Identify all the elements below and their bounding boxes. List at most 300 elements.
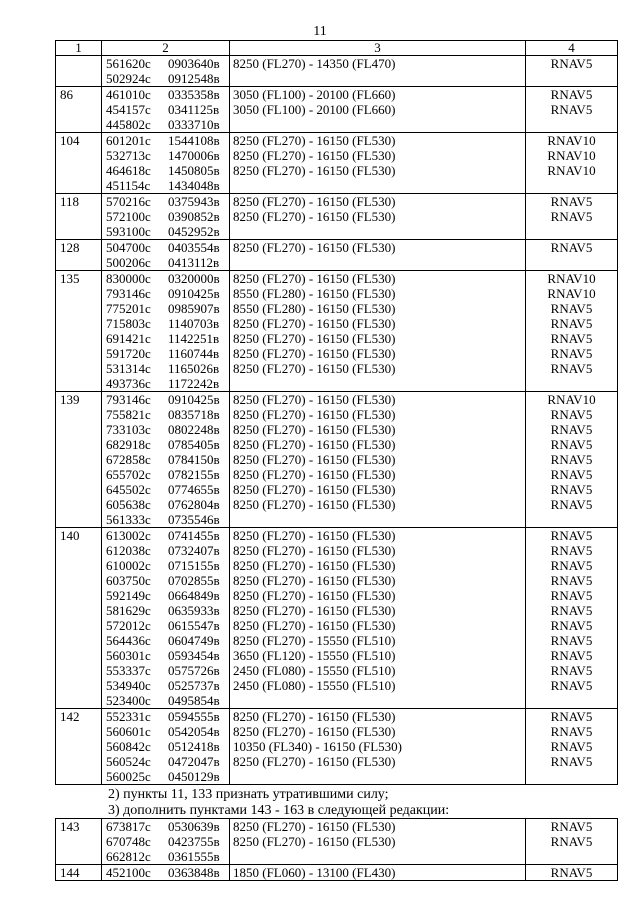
- latitude: 560301с: [106, 648, 151, 663]
- navigation-spec: RNAV5: [550, 588, 593, 603]
- longitude: 0735546в: [168, 512, 220, 527]
- longitude: 0320000в: [168, 271, 220, 286]
- latitude: 670748с: [106, 834, 151, 849]
- altitude-cell: [230, 194, 526, 240]
- latitude: 534940с: [106, 678, 151, 693]
- coordinate-line: [102, 543, 229, 558]
- altitude-range: 8250 (FL270) - 16150 (FL530): [233, 209, 396, 224]
- longitude: 0741455в: [168, 528, 220, 543]
- altitude-range: 8250 (FL270) - 16150 (FL530): [233, 148, 396, 163]
- navigation-spec: RNAV10: [547, 133, 596, 148]
- route-number-cell: [56, 528, 102, 709]
- navigation-spec: RNAV5: [550, 528, 593, 543]
- navspec-cell: [526, 56, 618, 87]
- latitude: 504700с: [106, 240, 151, 255]
- navigation-spec: [526, 71, 617, 86]
- altitude-range: 8250 (FL270) - 16150 (FL530): [233, 271, 396, 286]
- longitude: 0604749в: [168, 633, 220, 648]
- navigation-spec: RNAV5: [550, 724, 593, 739]
- coordinates-cell: [102, 240, 230, 271]
- latitude: 655702с: [106, 467, 151, 482]
- navspec-cell: [526, 133, 618, 194]
- altitude-cell: [230, 133, 526, 194]
- coordinate-line: [102, 709, 229, 724]
- longitude: 1142251в: [168, 331, 220, 346]
- altitude-cell: [230, 271, 526, 392]
- altitude-range: 8250 (FL270) - 16150 (FL530): [233, 618, 396, 633]
- latitude: 715803с: [106, 316, 151, 331]
- navigation-spec: RNAV10: [547, 271, 596, 286]
- longitude: 0512418в: [168, 739, 220, 754]
- longitude: 1470006в: [168, 148, 220, 163]
- navspec-cell: [526, 87, 618, 133]
- navigation-spec: RNAV5: [550, 87, 593, 102]
- route-group-row: [56, 865, 618, 881]
- altitude-range: 8250 (FL270) - 16150 (FL530): [233, 392, 396, 407]
- longitude: 0732407в: [168, 543, 220, 558]
- altitude-range: 8250 (FL270) - 16150 (FL530): [233, 754, 396, 769]
- altitude-range: 8250 (FL270) - 16150 (FL530): [233, 407, 396, 422]
- coordinate-line: [102, 271, 229, 286]
- latitude: 691421с: [106, 331, 151, 346]
- navigation-spec: RNAV5: [550, 437, 593, 452]
- coordinate-line: [102, 558, 229, 573]
- route-group-row: [56, 392, 618, 528]
- altitude-range: 10350 (FL340) - 16150 (FL530): [233, 739, 402, 754]
- latitude: 572100с: [106, 209, 151, 224]
- route-number-cell: [56, 819, 102, 865]
- latitude: 502924с: [106, 71, 151, 86]
- latitude: 553337с: [106, 663, 151, 678]
- altitude-range: 8250 (FL270) - 16150 (FL530): [233, 452, 396, 467]
- altitude-range: 8250 (FL270) - 16150 (FL530): [233, 240, 396, 255]
- route-number: 86: [60, 87, 73, 102]
- longitude: 1434048в: [168, 178, 220, 193]
- longitude: 0333710в: [168, 117, 220, 132]
- altitude-range: 2450 (FL080) - 15550 (FL510): [233, 678, 396, 693]
- navigation-spec: RNAV10: [547, 286, 596, 301]
- latitude: 601201с: [106, 133, 151, 148]
- route-number: 135: [60, 271, 80, 286]
- longitude: 0762804в: [168, 497, 220, 512]
- longitude: 0452952в: [168, 224, 220, 239]
- navigation-spec: RNAV5: [550, 663, 593, 678]
- latitude: 581629с: [106, 603, 151, 618]
- navspec-cell: [526, 709, 618, 785]
- coordinate-line: [102, 178, 229, 193]
- altitude-range: 8250 (FL270) - 16150 (FL530): [233, 482, 396, 497]
- coordinate-line: [102, 865, 229, 880]
- latitude: 645502с: [106, 482, 151, 497]
- route-number-cell: [56, 709, 102, 785]
- altitude-range: 8250 (FL270) - 16150 (FL530): [233, 588, 396, 603]
- longitude: 0835718в: [168, 407, 220, 422]
- paragraph-addition: 3) дополнить пунктами 143 - 163 в следующей редакции:: [108, 803, 450, 818]
- coordinate-line: [102, 497, 229, 512]
- navigation-spec: [526, 849, 617, 864]
- altitude-range: 8250 (FL270) - 16150 (FL530): [233, 603, 396, 618]
- coordinate-line: [102, 452, 229, 467]
- coordinate-line: [102, 693, 229, 708]
- latitude: 613002с: [106, 528, 151, 543]
- latitude: 464618с: [106, 163, 151, 178]
- navigation-spec: RNAV5: [550, 678, 593, 693]
- route-number-cell: [56, 865, 102, 881]
- header-cell: 2: [102, 41, 230, 56]
- longitude: 0802248в: [168, 422, 220, 437]
- altitude-range: 8250 (FL270) - 16150 (FL530): [233, 543, 396, 558]
- route-group-row: [56, 819, 618, 865]
- navigation-spec: RNAV5: [550, 407, 593, 422]
- latitude: 564436с: [106, 633, 151, 648]
- route-group-row: [56, 271, 618, 392]
- navigation-spec: RNAV5: [550, 618, 593, 633]
- route-number: 143: [60, 819, 80, 834]
- route-number: 104: [60, 133, 80, 148]
- altitude-range: 8250 (FL270) - 16150 (FL530): [233, 573, 396, 588]
- coordinate-line: [102, 376, 229, 391]
- longitude: 1172242в: [168, 376, 220, 391]
- latitude: 461010с: [106, 87, 151, 102]
- altitude-cell: [230, 87, 526, 133]
- route-number-cell: [56, 194, 102, 240]
- altitude-range: 8550 (FL280) - 16150 (FL530): [233, 286, 396, 301]
- longitude: 1160744в: [168, 346, 220, 361]
- coordinate-line: [102, 512, 229, 527]
- navigation-spec: [526, 224, 617, 239]
- longitude: 0785405в: [168, 437, 220, 452]
- longitude: 0910425в: [168, 392, 220, 407]
- coordinate-line: [102, 255, 229, 270]
- longitude: 0702855в: [168, 573, 220, 588]
- coordinate-line: [102, 71, 229, 86]
- altitude-range: [230, 178, 525, 193]
- latitude: 793146с: [106, 286, 151, 301]
- coordinate-line: [102, 224, 229, 239]
- route-number: [56, 56, 101, 71]
- latitude: 593100с: [106, 224, 151, 239]
- latitude: 452100с: [106, 865, 151, 880]
- navigation-spec: RNAV5: [550, 346, 593, 361]
- longitude: 0530639в: [168, 819, 220, 834]
- navigation-spec: [526, 117, 617, 132]
- coordinate-line: [102, 834, 229, 849]
- latitude: 830000с: [106, 271, 151, 286]
- latitude: 603750с: [106, 573, 151, 588]
- navigation-spec: [526, 693, 617, 708]
- navigation-spec: RNAV10: [547, 148, 596, 163]
- navigation-spec: [526, 512, 617, 527]
- navigation-spec: RNAV10: [547, 392, 596, 407]
- coordinate-line: [102, 849, 229, 864]
- navspec-cell: [526, 528, 618, 709]
- longitude: 0375943в: [168, 194, 220, 209]
- altitude-range: 8550 (FL280) - 16150 (FL530): [233, 301, 396, 316]
- altitude-range: 8250 (FL270) - 16150 (FL530): [233, 467, 396, 482]
- route-number: 142: [60, 709, 80, 724]
- latitude: 560842с: [106, 739, 151, 754]
- coordinate-line: [102, 588, 229, 603]
- header-cell: 4: [526, 41, 618, 56]
- altitude-range: 8250 (FL270) - 16150 (FL530): [233, 331, 396, 346]
- coordinates-cell: [102, 819, 230, 865]
- latitude: 755821с: [106, 407, 151, 422]
- latitude: 592149с: [106, 588, 151, 603]
- altitude-range: 8250 (FL270) - 16150 (FL530): [233, 834, 396, 849]
- altitude-range: 8250 (FL270) - 16150 (FL530): [233, 316, 396, 331]
- altitude-range: 8250 (FL270) - 14350 (FL470): [233, 56, 396, 71]
- route-group-row: [56, 528, 618, 709]
- header-cell: 1: [56, 41, 102, 56]
- altitude-range: [230, 376, 525, 391]
- latitude: 561620с: [106, 56, 151, 71]
- altitude-range: [230, 71, 525, 86]
- navspec-cell: [526, 271, 618, 392]
- latitude: 493736с: [106, 376, 151, 391]
- altitude-range: 8250 (FL270) - 16150 (FL530): [233, 194, 396, 209]
- longitude: 0542054в: [168, 724, 220, 739]
- coordinate-line: [102, 361, 229, 376]
- coordinate-line: [102, 482, 229, 497]
- navigation-spec: [526, 255, 617, 270]
- altitude-range: 3050 (FL100) - 20100 (FL660): [233, 87, 396, 102]
- longitude: 0363848в: [168, 865, 220, 880]
- coordinate-line: [102, 573, 229, 588]
- paragraph-repeal: 2) пункты 11, 133 признать утратившими силу;: [108, 787, 389, 802]
- navigation-spec: RNAV10: [547, 163, 596, 178]
- altitude-range: 8250 (FL270) - 16150 (FL530): [233, 819, 396, 834]
- route-group-row: [56, 240, 618, 271]
- coordinate-line: [102, 346, 229, 361]
- navigation-spec: RNAV5: [550, 819, 593, 834]
- navigation-spec: RNAV5: [550, 482, 593, 497]
- altitude-range: 8250 (FL270) - 16150 (FL530): [233, 724, 396, 739]
- altitude-range: 1850 (FL060) - 13100 (FL430): [233, 865, 396, 880]
- longitude: 0472047в: [168, 754, 220, 769]
- latitude: 793146с: [106, 392, 151, 407]
- coordinate-line: [102, 618, 229, 633]
- longitude: 0715155в: [168, 558, 220, 573]
- latitude: 572012с: [106, 618, 151, 633]
- altitude-range: [230, 849, 525, 864]
- altitude-range: [230, 117, 525, 132]
- latitude: 605638с: [106, 497, 151, 512]
- longitude: 0774655в: [168, 482, 220, 497]
- navspec-cell: [526, 819, 618, 865]
- coordinate-line: [102, 56, 229, 71]
- coordinate-line: [102, 209, 229, 224]
- navigation-spec: [526, 376, 617, 391]
- latitude: 560524с: [106, 754, 151, 769]
- navigation-spec: [526, 178, 617, 193]
- longitude: 1140703в: [168, 316, 220, 331]
- longitude: 0341125в: [168, 102, 220, 117]
- altitude-range: 8250 (FL270) - 16150 (FL530): [233, 163, 396, 178]
- navigation-spec: RNAV5: [550, 301, 593, 316]
- longitude: 0664849в: [168, 588, 220, 603]
- longitude: 0593454в: [168, 648, 220, 663]
- coordinate-line: [102, 769, 229, 784]
- longitude: 0985907в: [168, 301, 220, 316]
- altitude-range: 8250 (FL270) - 16150 (FL530): [233, 528, 396, 543]
- route-number-cell: [56, 56, 102, 87]
- coordinate-line: [102, 407, 229, 422]
- latitude: 570216с: [106, 194, 151, 209]
- longitude: 0575726в: [168, 663, 220, 678]
- coordinates-cell: [102, 392, 230, 528]
- navigation-spec: RNAV5: [550, 573, 593, 588]
- longitude: 0361555в: [168, 849, 220, 864]
- longitude: 1450805в: [168, 163, 220, 178]
- header-cell: 3: [230, 41, 526, 56]
- altitude-cell: [230, 865, 526, 881]
- altitude-range: 8250 (FL270) - 16150 (FL530): [233, 558, 396, 573]
- coordinate-line: [102, 437, 229, 452]
- altitude-range: [230, 512, 525, 527]
- navigation-spec: RNAV5: [550, 467, 593, 482]
- route-group-row: [56, 56, 618, 87]
- coordinate-line: [102, 467, 229, 482]
- navspec-cell: [526, 240, 618, 271]
- latitude: 775201с: [106, 301, 151, 316]
- longitude: 0335358в: [168, 87, 220, 102]
- coordinates-cell: [102, 528, 230, 709]
- route-number-cell: [56, 240, 102, 271]
- coordinate-line: [102, 194, 229, 209]
- coordinate-line: [102, 819, 229, 834]
- coordinate-line: [102, 678, 229, 693]
- latitude: 531314с: [106, 361, 151, 376]
- latitude: 610002с: [106, 558, 151, 573]
- navigation-spec: RNAV5: [550, 633, 593, 648]
- coordinate-line: [102, 754, 229, 769]
- route-number: 139: [60, 392, 80, 407]
- latitude: 552331с: [106, 709, 151, 724]
- latitude: 673817с: [106, 819, 151, 834]
- latitude: 682918с: [106, 437, 151, 452]
- navspec-cell: [526, 194, 618, 240]
- navigation-spec: RNAV5: [550, 739, 593, 754]
- navspec-cell: [526, 865, 618, 881]
- longitude: 0525737в: [168, 678, 220, 693]
- longitude: 0910425в: [168, 286, 220, 301]
- route-number: 118: [60, 194, 80, 209]
- route-number: 128: [60, 240, 80, 255]
- altitude-range: 8250 (FL270) - 16150 (FL530): [233, 709, 396, 724]
- route-number: 140: [60, 528, 80, 543]
- navigation-spec: RNAV5: [550, 558, 593, 573]
- coordinate-line: [102, 648, 229, 663]
- navigation-spec: RNAV5: [550, 865, 593, 880]
- altitude-range: 8250 (FL270) - 16150 (FL530): [233, 133, 396, 148]
- altitude-range: 8250 (FL270) - 16150 (FL530): [233, 361, 396, 376]
- coordinate-line: [102, 286, 229, 301]
- longitude: 0615547в: [168, 618, 220, 633]
- coordinate-line: [102, 422, 229, 437]
- altitude-cell: [230, 240, 526, 271]
- routes-table: [55, 40, 618, 785]
- route-number-cell: [56, 271, 102, 392]
- longitude: 0635933в: [168, 603, 220, 618]
- latitude: 532713с: [106, 148, 151, 163]
- altitude-range: 3050 (FL100) - 20100 (FL660): [233, 102, 396, 117]
- latitude: 454157с: [106, 102, 151, 117]
- navigation-spec: RNAV5: [550, 102, 593, 117]
- navigation-spec: RNAV5: [550, 361, 593, 376]
- route-number-cell: [56, 392, 102, 528]
- coordinates-cell: [102, 87, 230, 133]
- navspec-cell: [526, 392, 618, 528]
- altitude-cell: [230, 528, 526, 709]
- latitude: 662812с: [106, 849, 151, 864]
- latitude: 612038с: [106, 543, 151, 558]
- latitude: 560601с: [106, 724, 151, 739]
- coordinate-line: [102, 724, 229, 739]
- route-number: 144: [60, 865, 80, 880]
- longitude: 0413112в: [168, 255, 220, 270]
- route-group-row: [56, 133, 618, 194]
- route-number-cell: [56, 87, 102, 133]
- longitude: 1165026в: [168, 361, 220, 376]
- coordinate-line: [102, 87, 229, 102]
- coordinate-line: [102, 148, 229, 163]
- navigation-spec: RNAV5: [550, 316, 593, 331]
- latitude: 591720с: [106, 346, 151, 361]
- navigation-spec: RNAV5: [550, 497, 593, 512]
- header-row: [56, 41, 618, 56]
- new-routes-table: [55, 818, 618, 881]
- longitude: 1544108в: [168, 133, 220, 148]
- latitude: 445802с: [106, 117, 151, 132]
- altitude-range: 8250 (FL270) - 15550 (FL510): [233, 633, 396, 648]
- latitude: 672858с: [106, 452, 151, 467]
- coordinates-cell: [102, 194, 230, 240]
- altitude-range: 2450 (FL080) - 15550 (FL510): [233, 663, 396, 678]
- altitude-range: [230, 769, 525, 784]
- longitude: 0594555в: [168, 709, 220, 724]
- longitude: 0782155в: [168, 467, 220, 482]
- latitude: 561333с: [106, 512, 151, 527]
- coordinates-cell: [102, 271, 230, 392]
- navigation-spec: RNAV5: [550, 452, 593, 467]
- navigation-spec: RNAV5: [550, 543, 593, 558]
- latitude: 451154с: [106, 178, 151, 193]
- longitude: 0912548в: [168, 71, 220, 86]
- coordinate-line: [102, 133, 229, 148]
- coordinate-line: [102, 163, 229, 178]
- longitude: 0403554в: [168, 240, 220, 255]
- page-number: 11: [313, 24, 327, 39]
- navigation-spec: RNAV5: [550, 754, 593, 769]
- altitude-cell: [230, 819, 526, 865]
- coordinate-line: [102, 240, 229, 255]
- altitude-range: 8250 (FL270) - 16150 (FL530): [233, 437, 396, 452]
- navigation-spec: RNAV5: [550, 194, 593, 209]
- coordinate-line: [102, 117, 229, 132]
- latitude: 523400с: [106, 693, 151, 708]
- altitude-range: 8250 (FL270) - 16150 (FL530): [233, 497, 396, 512]
- coordinate-line: [102, 739, 229, 754]
- longitude: 0495854в: [168, 693, 220, 708]
- coordinate-line: [102, 528, 229, 543]
- altitude-range: [230, 693, 525, 708]
- coordinate-line: [102, 316, 229, 331]
- altitude-range: [230, 255, 525, 270]
- navigation-spec: RNAV5: [550, 240, 593, 255]
- navigation-spec: RNAV5: [550, 834, 593, 849]
- coordinate-line: [102, 301, 229, 316]
- latitude: 560025с: [106, 769, 151, 784]
